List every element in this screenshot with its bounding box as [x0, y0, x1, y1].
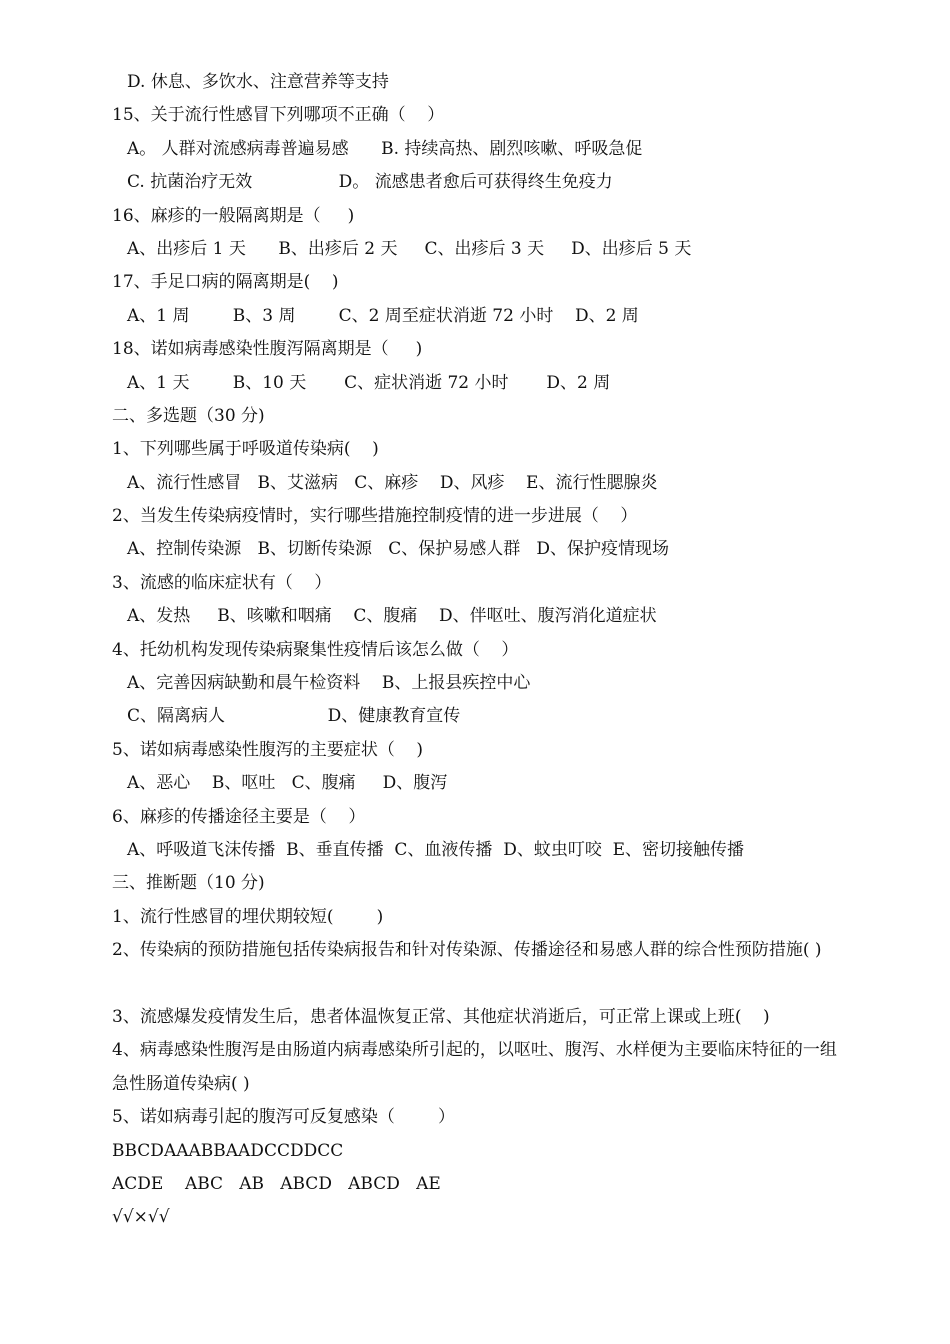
question-mc-3: 3、流感的临床症状有（ ）: [112, 572, 332, 593]
option-line: C、隔离病人 D、健康教育宣传: [127, 706, 461, 727]
question-mc-1: 1、下列哪些属于呼吸道传染病( ): [112, 439, 379, 460]
option-line: A。 人群对流感病毒普遍易感 B. 持续高热、剧烈咳嗽、呼吸急促: [127, 138, 643, 159]
question-mc-4: 4、托幼机构发现传染病聚集性疫情后该怎么做（ ）: [112, 639, 519, 660]
question-18: 18、诺如病毒感染性腹泻隔离期是（ ): [112, 339, 423, 360]
question-tf-3: 3、流感爆发疫情发生后，患者体温恢复正常、其他症状消逝后，可正常上课或上班( ): [112, 1006, 770, 1027]
option-line: D. 休息、多饮水、注意营养等支持: [127, 72, 389, 92]
option-line: A、完善因病缺勤和晨午检资料 B、上报县疾控中心: [127, 673, 531, 694]
option-line: C. 抗菌治疗无效 D。 流感患者愈后可获得终生免疫力: [127, 172, 613, 193]
question-mc-2: 2、当发生传染病疫情时，实行哪些措施控制疫情的进一步进展（ ）: [112, 506, 638, 527]
option-line: A、呼吸道飞沫传播 B、垂直传播 C、血液传播 D、蚊虫叮咬 E、密切接触传播: [127, 839, 745, 860]
option-line: A、控制传染源 B、切断传染源 C、保护易感人群 D、保护疫情现场: [127, 539, 670, 560]
option-line: A、发热 B、咳嗽和咽痛 C、腹痛 D、伴呕吐、腹泻消化道症状: [127, 606, 657, 627]
question-tf-1: 1、流行性感冒的埋伏期较短( ): [112, 906, 384, 927]
option-line: A、流行性感冒 B、艾滋病 C、麻疹 D、风疹 E、流行性腮腺炎: [127, 472, 658, 493]
section-heading-multiple-choice: 二、多选题（30 分): [112, 405, 265, 426]
answer-key-multiple-choice: ACDE ABC AB ABCD ABCD AE: [112, 1173, 441, 1194]
answer-key-judgement: √√×√√: [112, 1207, 170, 1228]
option-line: A、1 天 B、10 天 C、症状消逝 72 小时 D、2 周: [127, 372, 611, 393]
question-mc-6: 6、麻疹的传播途径主要是（ ）: [112, 806, 366, 827]
answer-key-single-choice: BBCDAAABBAADCCDDCC: [112, 1140, 344, 1161]
question-tf-4: 4、病毒感染性腹泻是由肠道内病毒感染所引起的，以呕吐、腹泻、水样便为主要临床特征的一组急性肠道传染病( ): [112, 1040, 837, 1094]
document-page: [112, 66, 852, 1235]
question-15: 15、关于流行性感冒下列哪项不正确（ ）: [112, 105, 445, 126]
question-mc-5: 5、诺如病毒感染性腹泻的主要症状（ ): [112, 739, 424, 760]
question-tf-2: 2、传染病的预防措施包括传染病报告和针对传染源、传播途径和易感人群的综合性预防措施( ): [112, 940, 822, 961]
option-line: A、出疹后 1 天 B、出疹后 2 天 C、出疹后 3 天 D、出疹后 5 天: [127, 238, 692, 259]
question-16: 16、麻疹的一般隔离期是（ ): [112, 205, 355, 226]
section-heading-judgement: 三、推断题（10 分): [112, 873, 265, 894]
question-tf-5: 5、诺如病毒引起的腹泻可反复感染（ ）: [112, 1107, 456, 1128]
question-17: 17、手足口病的隔离期是( ): [112, 272, 339, 293]
option-line: A、1 周 B、3 周 C、2 周至症状消逝 72 小时 D、2 周: [127, 305, 639, 326]
option-line: A、恶心 B、呕吐 C、腹痛 D、腹泻: [127, 773, 448, 794]
